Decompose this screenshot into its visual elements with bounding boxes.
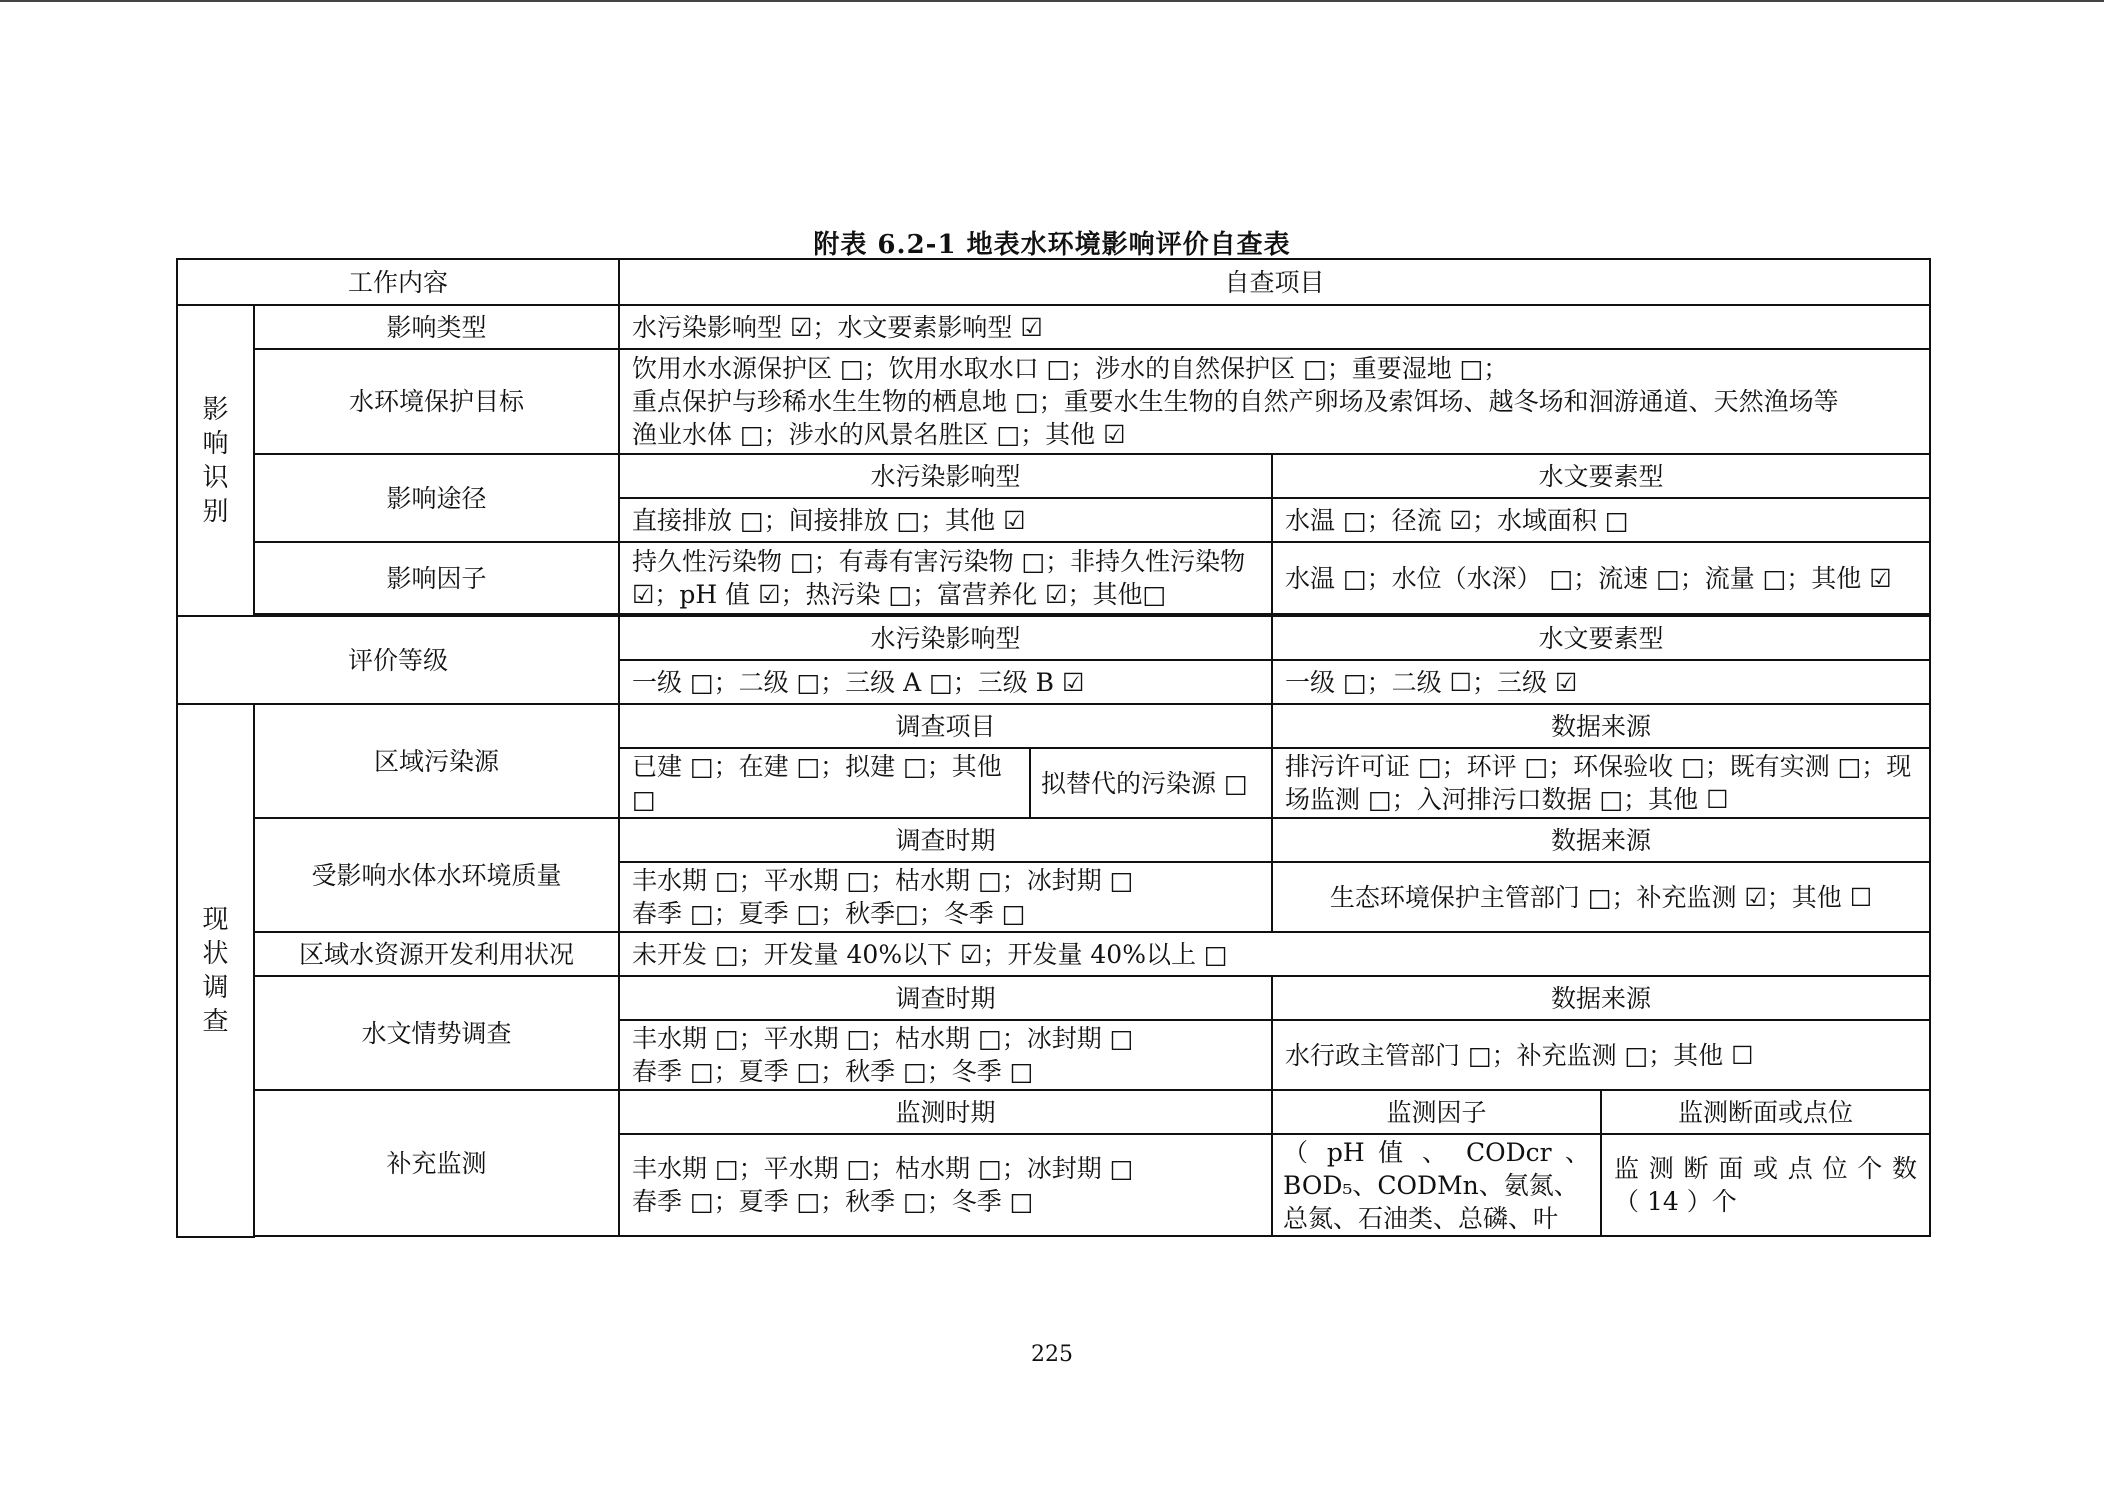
quality-label: 受影响水体水环境质量 [254,818,619,932]
grade-hydro-value: 一级 □；二级 ☐；三级 ☑ [1272,660,1930,704]
section-label-identify: 影 响 识 别 [177,305,254,616]
page-number: 225 [1031,1342,1073,1367]
table-row [177,818,1930,862]
quality-period-value: 丰水期 □；平水期 □；枯水期 □；冰封期 □ 春季 □；夏季 □；秋季□；冬季 □ [619,862,1272,932]
table-row [177,616,1930,660]
path-water-value: 直接排放 □；间接排放 □；其他 ☑ [619,498,1272,542]
protection-target-value: 饮用水水源保护区 □；饮用水取水口 □；涉水的自然保护区 □；重要湿地 □； 重点保护与珍稀水生生物的栖息地 □；重要水生生物的自然产卵场及索饵场、越冬场和洄游通道、天然渔场等 渔业水体 □；涉水的风景名胜区 □；其他 ☑ [619,349,1930,454]
monitor-period-value: 丰水期 □；平水期 □；枯水期 □；冰封期 □ 春季 □；夏季 □；秋季 □；冬季 □ [619,1134,1272,1236]
table-row [177,454,1930,498]
header-work: 工作内容 [177,259,619,305]
impact-factor-label: 影响因子 [254,542,619,614]
hydro-survey-label: 水文情势调查 [254,976,619,1090]
monitor-factor-value: （ pH 值 、 CODcr 、 BOD₅、CODMn、氨氮、 总氮、石油类、总磷、叶 [1272,1134,1601,1236]
table-title: 附表 6.2-1 地表水环境影响评价自查表 [813,230,1291,260]
region-col-item: 调查项目 [619,704,1272,748]
factor-water-value: 持久性污染物 □；有毒有害污染物 □；非持久性污染物 ☑；pH 值 ☑；热污染 □；富营养化 ☑；其他□ [619,542,1272,614]
quality-source-value: 生态环境保护主管部门 □；补充监测 ☑；其他 ☐ [1272,862,1930,932]
table-row [177,305,1930,349]
table-row [177,1090,1930,1134]
table-header-row [177,259,1930,305]
table-row [177,542,1930,614]
region-source-label: 区域污染源 [254,704,619,818]
impact-type-value: 水污染影响型 ☑；水文要素影响型 ☑ [619,305,1930,349]
hydro-col-period: 调查时期 [619,976,1272,1020]
impact-type-label: 影响类型 [254,305,619,349]
hydro-source-value: 水行政主管部门 □；补充监测 □；其他 ☐ [1272,1020,1930,1090]
table-row [177,976,1930,1020]
monitor-col-factor: 监测因子 [1272,1090,1601,1134]
region-replace-value: 拟替代的污染源 □ [1030,748,1272,818]
monitor-col-point: 监测断面或点位 [1601,1090,1930,1134]
path-col-hydro: 水文要素型 [1272,454,1930,498]
path-hydro-value: 水温 □；径流 ☑；水域面积 □ [1272,498,1930,542]
grade-label: 评价等级 [177,616,619,704]
table-row [177,704,1930,748]
top-border-line [0,0,2104,2]
quality-col-source: 数据来源 [1272,818,1930,862]
hydro-period-value: 丰水期 □；平水期 □；枯水期 □；冰封期 □ 春季 □；夏季 □；秋季 □；冬季 □ [619,1020,1272,1090]
monitor-label: 补充监测 [254,1090,619,1236]
protection-target-label: 水环境保护目标 [254,349,619,454]
factor-hydro-value: 水温 □；水位（水深） □；流速 □；流量 □；其他 ☑ [1272,542,1930,614]
region-item-value: 已建 □；在建 □；拟建 □；其他 □ [619,748,1030,818]
header-check: 自查项目 [619,259,1930,305]
grade-col-water: 水污染影响型 [619,616,1272,660]
region-col-source: 数据来源 [1272,704,1930,748]
path-col-water: 水污染影响型 [619,454,1272,498]
resource-value: 未开发 □；开发量 40%以下 ☑；开发量 40%以上 □ [619,932,1930,976]
hydro-col-source: 数据来源 [1272,976,1930,1020]
region-source-value: 排污许可证 □；环评 □；环保验收 □；既有实测 □；现 场监测 □；入河排污口数据 □；其他 ☐ [1272,748,1930,818]
monitor-point-value: 监 测 断 面 或 点 位 个 数 （ 14 ）个 [1601,1134,1930,1236]
grade-water-value: 一级 □；二级 □；三级 A □；三级 B ☑ [619,660,1272,704]
section-label-survey: 现 状 调 查 [177,704,254,1237]
monitor-col-period: 监测时期 [619,1090,1272,1134]
table-row [177,932,1930,976]
impact-path-label: 影响途径 [254,454,619,542]
resource-label: 区域水资源开发利用状况 [254,932,619,976]
self-check-table [176,258,1931,1238]
table-row [177,349,1930,454]
quality-col-period: 调查时期 [619,818,1272,862]
grade-col-hydro: 水文要素型 [1272,616,1930,660]
